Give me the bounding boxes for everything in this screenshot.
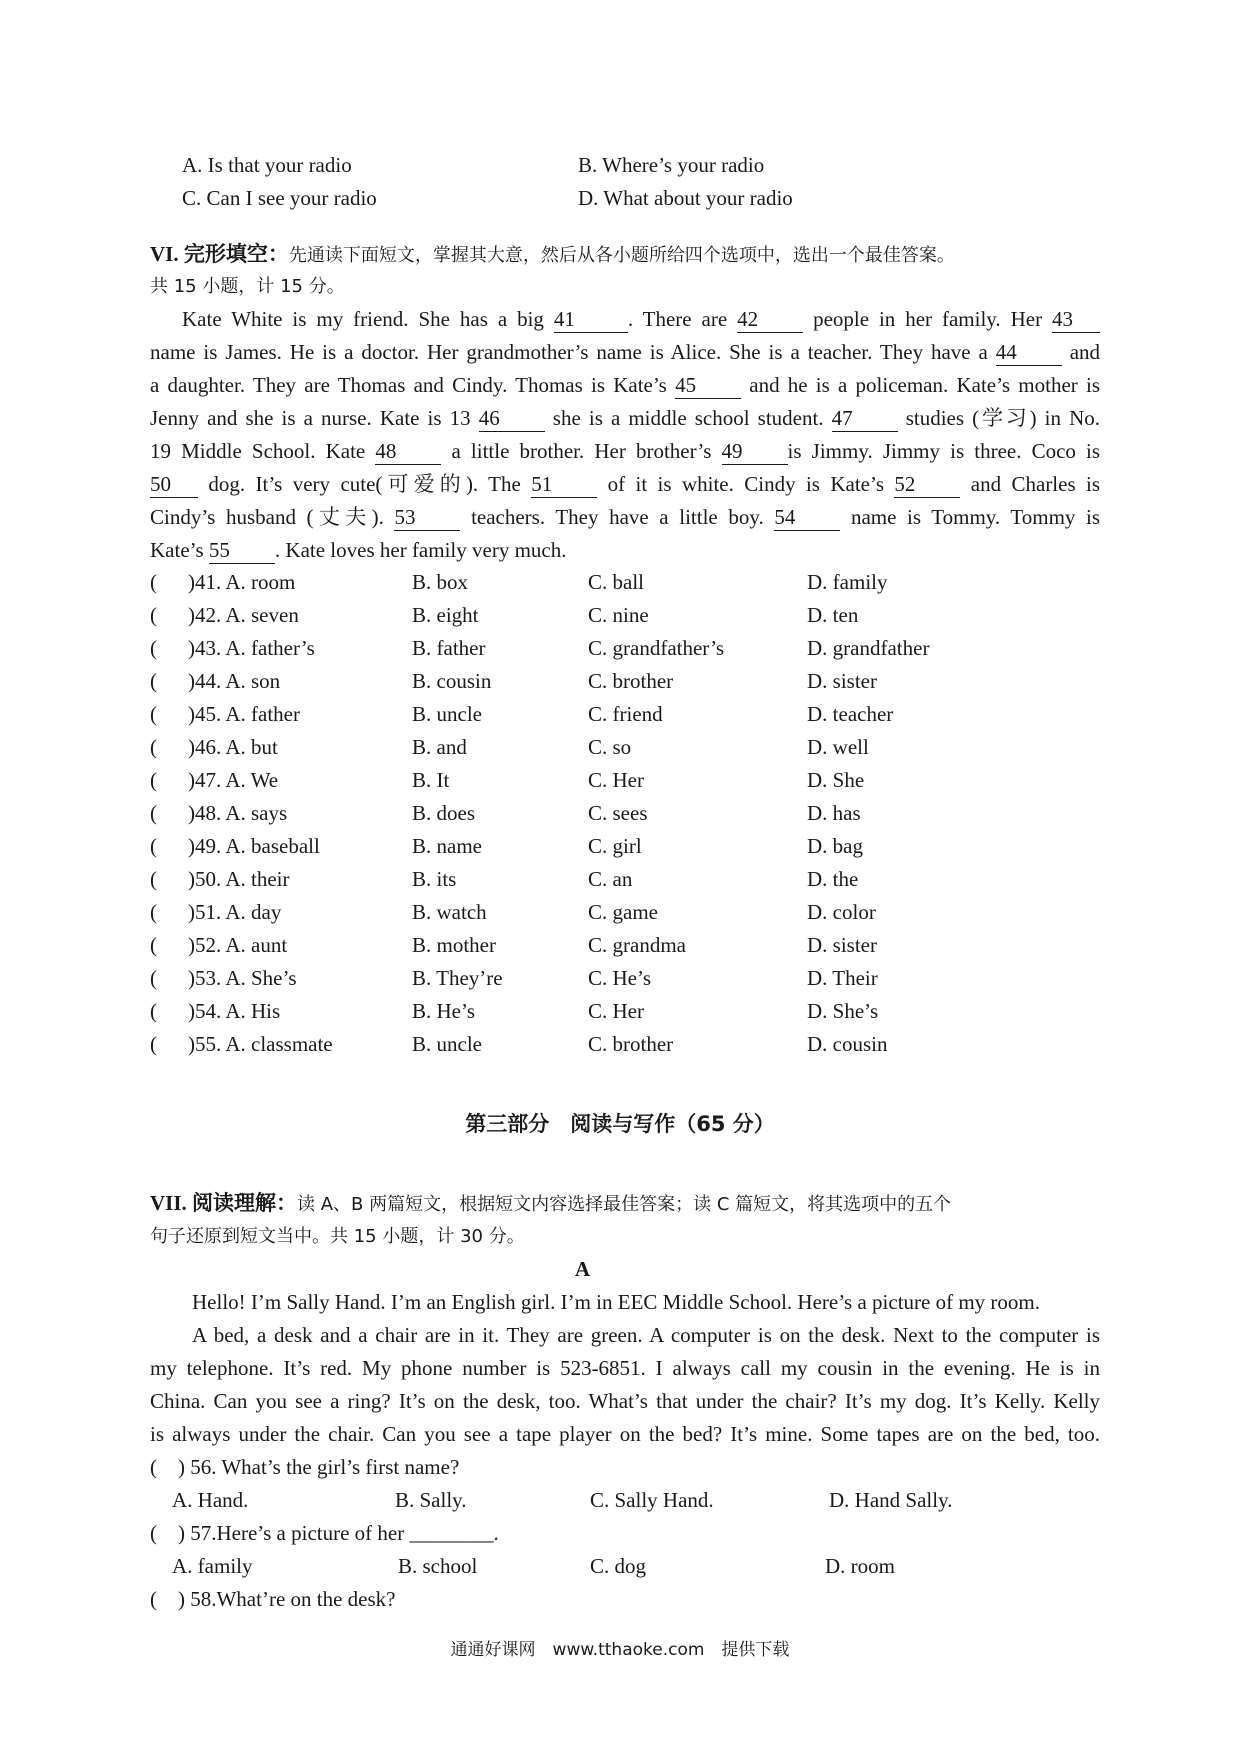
- blank-47: 47: [832, 405, 898, 432]
- q57-option-d: D. room: [825, 1554, 895, 1578]
- section6-heading-label: VI. 完形填空：: [150, 242, 289, 266]
- cloze-passage: [150, 303, 1100, 567]
- option-b: B. Where’s your radio: [578, 153, 765, 177]
- blank-43: 43: [1052, 306, 1100, 333]
- blank-44: 44: [996, 339, 1062, 366]
- section6-instruction: 先通读下面短文，掌握其大意，然后从各小题所给四个选项中，选出一个最佳答案。: [288, 245, 955, 266]
- blank-55: 55: [209, 537, 275, 564]
- cloze-line: 19 Middle School. Kate 48 a little brother. Her brother’s 49 is Jimmy. Jimmy is three. Coco is: [150, 439, 1101, 463]
- blank-52: 52: [894, 471, 960, 498]
- passage-a-line: A bed, a desk and a chair are in it. They are green. A computer is on the desk. Next to the computer is: [192, 1323, 1100, 1347]
- q56-option-d: D. Hand Sally.: [829, 1488, 953, 1512]
- blank-50: 50: [150, 471, 198, 498]
- section6-heading: [150, 238, 955, 273]
- q57-option-a: A. family: [172, 1554, 253, 1578]
- q56-option-a: A. Hand.: [172, 1488, 249, 1512]
- passage-a-body: [150, 1319, 1100, 1451]
- cloze-line: Jenny and she is a nurse. Kate is 13 46 she is a middle school student. 47 studies (学习) in No.: [150, 406, 1100, 430]
- passage-a-line: my telephone. It’s red. My phone number is 523-6851. I always call my cousin in the evening. He is in: [150, 1356, 1100, 1380]
- cloze-line: a daughter. They are Thomas and Cindy. Thomas is Kate’s 45 and he is a policeman. Kate’s mother is: [150, 373, 1100, 397]
- option-c: C. Can I see your radio: [182, 186, 377, 210]
- blank-48: 48: [375, 438, 441, 465]
- blank-46: 46: [479, 405, 545, 432]
- question-57: ( ) 57.Here’s a picture of her ________.: [150, 1521, 499, 1545]
- option-a: A. Is that your radio: [182, 153, 352, 177]
- section7-instruction-2: 句子还原到短文当中。共 15 小题，计 30 分。: [150, 1226, 525, 1247]
- blank-42: 42: [737, 306, 803, 333]
- passage-a-line: China. Can you see a ring? It’s on the desk, too. What’s that under the chair? It’s my dog. It’s Kelly. Kelly: [150, 1389, 1100, 1413]
- blank-53: 53: [394, 504, 460, 531]
- q56-option-c: C. Sally Hand.: [590, 1488, 714, 1512]
- section7-heading: [150, 1187, 951, 1222]
- q57-option-b: B. school: [398, 1554, 478, 1578]
- cloze-line: name is James. He is a doctor. Her grandmother’s name is Alice. She is a teacher. They have a 44 and: [150, 340, 1101, 364]
- blank-41: 41: [554, 306, 628, 333]
- cloze-line: Kate White is my friend. She has a big 41 . There are 42 people in her family. Her 43: [150, 303, 1100, 336]
- blank-54: 54: [774, 504, 840, 531]
- cloze-line: Cindy’s husband (丈夫). 53 teachers. They have a little boy. 54 name is Tommy. Tommy is: [150, 505, 1101, 529]
- blank-49: 49: [722, 438, 788, 465]
- question-56: ( ) 56. What’s the girl’s first name?: [150, 1455, 460, 1479]
- section7-instruction: 读 A、B 两篇短文，根据短文内容选择最佳答案；读 C 篇短文，将其选项中的五个: [297, 1194, 952, 1215]
- section7-heading-label: VII. 阅读理解：: [150, 1191, 298, 1215]
- passage-a-label: A: [574, 1257, 591, 1281]
- question-58: ( ) 58.What’re on the desk?: [150, 1587, 396, 1611]
- q56-option-b: B. Sally.: [395, 1488, 467, 1512]
- cloze-line: 50 dog. It’s very cute(可爱的). The 51 of it is white. Cindy is Kate’s 52 and Charles is: [150, 472, 1101, 496]
- footer-text: 通通好课网 www.tthaoke.com 提供下载: [450, 1640, 790, 1660]
- section6-instruction-2: 共 15 小题，计 15 分。: [150, 276, 345, 297]
- blank-51: 51: [531, 471, 597, 498]
- option-d: D. What about your radio: [578, 186, 793, 210]
- passage-a-line: is always under the chair. Can you see a tape player on the bed? It’s mine. Some tapes are on the bed, too.: [150, 1422, 1100, 1446]
- cloze-line: Kate’s 55 . Kate loves her family very much.: [150, 538, 567, 562]
- part3-title: 第三部分 阅读与写作（65 分）: [465, 1112, 775, 1136]
- passage-a-line: Hello! I’m Sally Hand. I’m an English girl. I’m in EEC Middle School. Here’s a picture of my room.: [192, 1290, 1040, 1314]
- blank-45: 45: [675, 372, 741, 399]
- q57-option-c: C. dog: [590, 1554, 647, 1578]
